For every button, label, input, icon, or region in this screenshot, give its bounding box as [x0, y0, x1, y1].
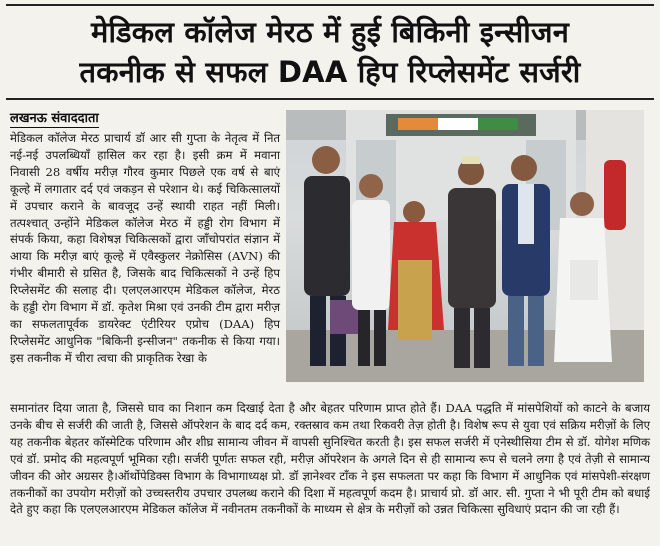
group-photo-illustration	[286, 110, 644, 382]
byline: लखनऊ संवाददाता	[10, 108, 99, 128]
headline	[6, 4, 654, 100]
group-photo	[286, 110, 644, 382]
article-column-text: मेडिकल कॉलेज मेरठ प्राचार्य डॉ आर सी गुप्ता के नेतृत्व में नित नई-नई उपलब्धियाँ हासिल कर रहा है। इसी क्रम में मवाना निवासी 28 वर्षीय मरीज़ गौरव कुमार पिछले एक वर्ष से बाएं कूल्हे में लगातार दर्द एवं जकड़न से परेशान थे। कई चिकित्सालयों में उपचार कराने के बावजूद उन्हें स्थायी राहत नहीं मिली। तत्पश्चात् उन्होंने मेडिकल कॉलेज मेरठ में हड्डी रोग विभाग में संपर्क किया, कहा विशेषज्ञ चिकित्सकों द्वारा जाँचोपरांत संज्ञान में आया कि मरीज़ बाएं कूल्हे में एवैस्कुलर नेक्रोसिस (AVN) की गंभीर बीमारी से ग्रसित है, जिसके बाद चिकित्सकों ने उन्हें हिप रिप्लेसमेंट की सलाह दी। एलएलआरएम मेडिकल कॉलेज, मेरठ के हड्डी रोग विभाग में डॉ. कृतेश मिश्रा एवं उनकी टीम द्वारा मरीज़ का सफलतापूर्वक डायरेक्ट एंटीरियर एप्रोच (DAA) हिप रिप्लेसमेंट आधुनिक "बिकिनी इन्सीजन" तकनीक से किया गया। इस तकनीक में चीरा त्वचा की प्राकृतिक रेखा के	[10, 131, 280, 365]
headline-line-1: मेडिकल कॉलेज मेरठ में हुई बिकिनी इन्सीजन	[90, 15, 570, 49]
headline-line-2: तकनीक से सफल DAA हिप रिप्लेसमेंट सर्जरी	[79, 55, 581, 89]
article-full-width-text: समानांतर दिया जाता है, जिससे घाव का निशान कम दिखाई देता है और बेहतर परिणाम प्राप्त होते हैं। DAA पद्धति में मांसपेशियों को काटने के बजाय उनके बीच से सर्जरी की जाती है, जिससे ऑपरेशन के बाद दर्द कम, रक्तस्राव कम तथा रिकवरी तेज़ होती है। विशेष रूप से युवा एवं सक्रिय मरीज़ों के लिए यह तकनीक बेहतर कॉस्मेटिक परिणाम और शीघ्र सामान्य जीवन में वापसी सुनिश्चित करती है। इस सफल सर्जरी में एनेस्थीसिया टीम से डॉ. योगेश मणिक एवं डॉ. प्रमोद की महत्वपूर्ण भूमिका रही। सर्जरी पूर्णतः सफल रही, मरीज़ ऑपरेशन के अगले दिन से ही सामान्य रूप से चलने लगा है एवं तेज़ी से सामान्य जीवन की ओर अग्रसर है।ऑर्थोपेडिक्स विभाग के विभागाध्यक्ष प्रो. डॉ ज्ञानेश्वर टाँक ने इस सफलता पर कहा कि विभाग में आधुनिक एवं मांसपेशी-संरक्षण तकनीकों का उपयोग मरीज़ों को उच्चस्तरीय उपचार उपलब्ध कराने की दिशा में महत्वपूर्ण कदम है। प्राचार्य प्रो. डॉ आर. सी. गुप्ता ने भी पूरी टीम को बधाई देते हुए कहा कि एलएलआरएम मेडिकल कॉलेज में नवीनतम तकनीकों के माध्यम से क्षेत्र के मरीज़ों को उन्नत चिकित्सा सुविधाएं प्रदान की जा रही हैं।	[10, 401, 650, 517]
